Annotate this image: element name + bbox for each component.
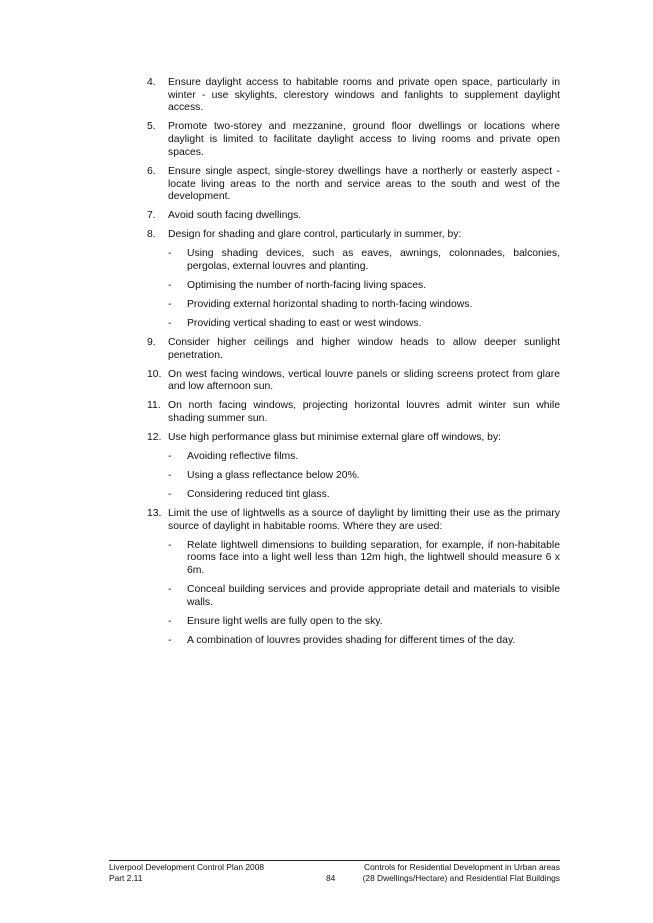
main-content bbox=[147, 77, 560, 654]
item-text: Ensure daylight access to habitable rooms and private open space, particularly in winter - use skylights, clerestory windows and fanlights to supplement daylight access. bbox=[168, 77, 560, 114]
list-item bbox=[147, 210, 560, 223]
sub-item-text: Using shading devices, such as eaves, awnings, colonnades, balconies, pergolas, external louvres and planting. bbox=[187, 248, 560, 272]
list-item bbox=[147, 229, 560, 330]
sub-item-text: Avoiding reflective films. bbox=[187, 451, 299, 463]
list-item bbox=[147, 166, 560, 204]
list-item bbox=[147, 369, 560, 394]
sub-list-item bbox=[168, 280, 560, 293]
sub-item-text: Considering reduced tint glass. bbox=[187, 489, 330, 501]
footer-row-2 bbox=[109, 872, 560, 883]
sub-list-item bbox=[168, 616, 560, 629]
list-item bbox=[147, 77, 560, 115]
sub-item-text: A combination of louvres provides shading for different times of the day. bbox=[187, 634, 516, 646]
sub-list bbox=[168, 540, 560, 648]
footer-row-1 bbox=[109, 861, 560, 872]
dash-bullet: - bbox=[168, 615, 172, 627]
sub-item-text: Providing external horizontal shading to north-facing windows. bbox=[187, 298, 473, 310]
footer-section-title: Controls for Residential Development in Urban areas bbox=[364, 862, 560, 872]
sub-list-item bbox=[168, 489, 560, 502]
dash-bullet: - bbox=[168, 634, 172, 646]
sub-list-item bbox=[168, 318, 560, 331]
page-footer bbox=[109, 860, 560, 883]
item-number: 8. bbox=[147, 229, 156, 241]
sub-item-text: Conceal building services and provide appropriate detail and materials to visible walls. bbox=[187, 584, 560, 608]
sub-item-text: Optimising the number of north-facing living spaces. bbox=[187, 279, 427, 291]
sub-list-item bbox=[168, 584, 560, 609]
list-item bbox=[147, 400, 560, 425]
item-text: Consider higher ceilings and higher window heads to allow deeper sunlight penetration. bbox=[168, 336, 560, 361]
sub-list bbox=[168, 248, 560, 330]
item-number: 6. bbox=[147, 165, 156, 177]
item-text: Ensure single aspect, single-storey dwellings have a northerly or easterly aspect - locate living areas to the north and service areas to the south and west of the development. bbox=[168, 165, 560, 203]
sub-list-item bbox=[168, 470, 560, 483]
item-number: 5. bbox=[147, 121, 156, 133]
sub-item-text: Using a glass reflectance below 20%. bbox=[187, 470, 360, 482]
item-number: 11. bbox=[147, 400, 161, 412]
dash-bullet: - bbox=[168, 539, 172, 551]
item-text: Design for shading and glare control, particularly in summer, by: bbox=[168, 229, 462, 241]
footer-section-subtitle: (28 Dwellings/Hectare) and Residential Flat Buildings bbox=[362, 873, 560, 883]
item-text: Avoid south facing dwellings. bbox=[168, 210, 302, 222]
dash-bullet: - bbox=[168, 451, 172, 463]
sub-list-item bbox=[168, 299, 560, 312]
list-item bbox=[147, 508, 560, 648]
item-number: 9. bbox=[147, 336, 156, 348]
sub-list-item bbox=[168, 540, 560, 578]
dash-bullet: - bbox=[168, 279, 172, 291]
list-item bbox=[147, 121, 560, 159]
sub-item-text: Ensure light wells are fully open to the sky. bbox=[187, 615, 383, 627]
page-number: 84 bbox=[326, 873, 336, 883]
footer-part-label: Part 2.11 bbox=[109, 873, 143, 883]
sub-item-text: Relate lightwell dimensions to building separation, for example, if non-habitable rooms face into a light well less than 12m high, the lightwell should measure 6 x 6m. bbox=[187, 539, 560, 577]
sub-item-text: Providing vertical shading to east or west windows. bbox=[187, 317, 422, 329]
item-text: Limit the use of lightwells as a source of daylight by limitting their use as the primary source of daylight in habitable rooms. Where they are used: bbox=[168, 508, 560, 532]
item-number: 10. bbox=[147, 368, 162, 380]
item-number: 7. bbox=[147, 210, 156, 222]
sub-list-item bbox=[168, 635, 560, 648]
item-number: 13. bbox=[147, 508, 162, 520]
dash-bullet: - bbox=[168, 584, 172, 596]
item-text: On west facing windows, vertical louvre panels or sliding screens protect from glare and low afternoon sun. bbox=[168, 368, 560, 393]
footer-document-title: Liverpool Development Control Plan 2008 bbox=[109, 862, 265, 872]
item-text: Use high performance glass but minimise external glare off windows, by: bbox=[168, 432, 502, 444]
dash-bullet: - bbox=[168, 317, 172, 329]
dash-bullet: - bbox=[168, 470, 172, 482]
dash-bullet: - bbox=[168, 248, 172, 260]
sub-list bbox=[168, 451, 560, 502]
item-text: On north facing windows, projecting horizontal louvres admit winter sun while shading summer sun. bbox=[168, 400, 560, 425]
dash-bullet: - bbox=[168, 298, 172, 310]
dash-bullet: - bbox=[168, 489, 172, 501]
sub-list-item bbox=[168, 451, 560, 464]
sub-list-item bbox=[168, 248, 560, 273]
item-text: Promote two-storey and mezzanine, ground floor dwellings or locations where daylight is limited to facilitate daylight access to living rooms and private open spaces. bbox=[168, 121, 560, 158]
list-item bbox=[147, 337, 560, 362]
item-number: 12. bbox=[147, 432, 162, 444]
item-number: 4. bbox=[147, 77, 156, 88]
list-item bbox=[147, 432, 560, 502]
